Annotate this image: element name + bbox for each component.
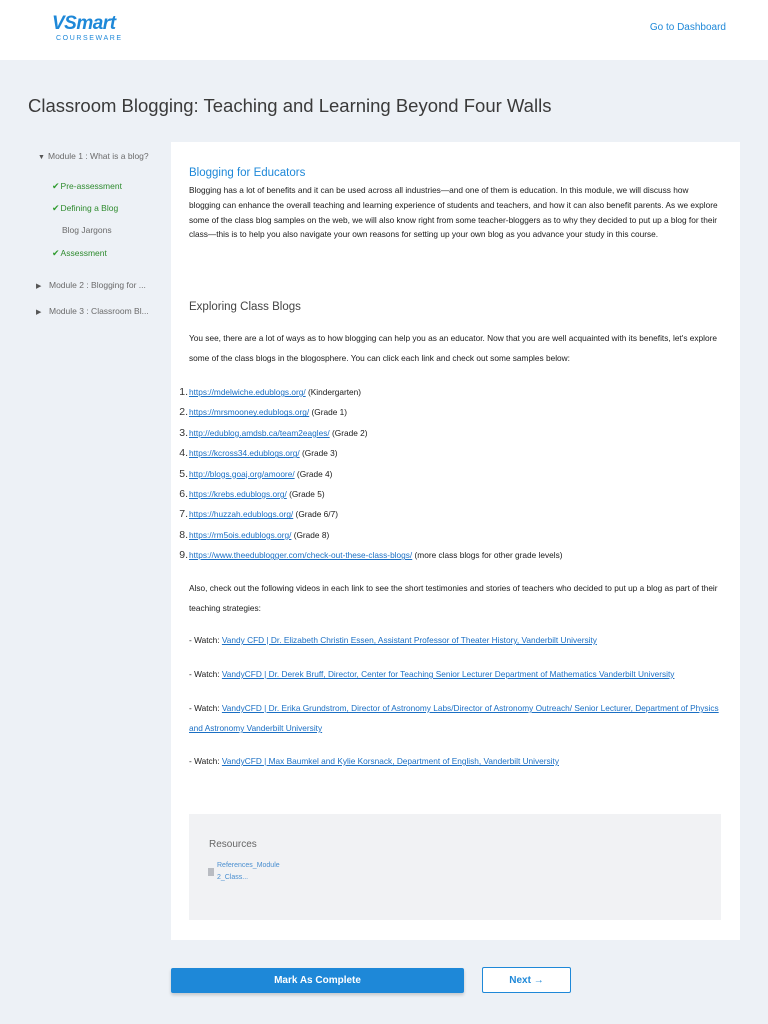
list-number: 8. (179, 528, 188, 541)
check-icon: ✔ (52, 248, 60, 258)
list-item (176, 485, 716, 505)
list-item (176, 444, 716, 464)
list-number: 6. (179, 487, 188, 500)
list-item (176, 424, 716, 444)
sidebar-module-3[interactable] (36, 305, 149, 319)
blog-link[interactable]: https://www.theedublogger.com/check-out-these-class-blogs/ (189, 550, 413, 561)
watch-prefix: - Watch: (189, 703, 222, 713)
list-number: 7. (179, 508, 188, 521)
blog-note: (Grade 8) (291, 529, 330, 540)
blog-note: (more class blogs for other grade levels) (412, 550, 563, 561)
watch-prefix: - Watch: (189, 669, 222, 679)
logo-text: VSmart (52, 13, 116, 34)
page-title: Classroom Blogging: Teaching and Learning Beyond Four Walls (28, 95, 552, 116)
list-item (176, 505, 716, 525)
videos-paragraph: Also, check out the following videos in each link to see the short testimonies and stories of teachers who decided to put up a blog as part of their teaching strategies: (189, 583, 718, 613)
resources-title: Resources (209, 839, 257, 850)
blog-link[interactable]: https://kcross34.edublogs.org/ (189, 448, 300, 459)
sidebar-item-blog-jargons[interactable] (62, 224, 112, 236)
sidebar-item-defining-a-blog[interactable] (52, 202, 118, 214)
list-number: 2. (179, 406, 188, 419)
blog-note: (Grade 2) (329, 427, 368, 438)
list-number: 9. (179, 549, 188, 562)
watch-item (189, 664, 721, 684)
blog-note: (Grade 3) (299, 448, 338, 459)
blog-note: (Grade 5) (286, 488, 325, 499)
logo-subtext: COURSEWARE (56, 35, 123, 42)
sidebar-module-3-label: Module 3 : Classroom Bl... (49, 306, 149, 316)
list-item (176, 383, 716, 403)
list-item (176, 526, 716, 546)
list-number: 3. (179, 426, 188, 439)
sidebar-item-pre-assessment[interactable] (52, 180, 122, 192)
blog-link[interactable]: https://rm5ois.edublogs.org/ (189, 529, 292, 540)
list-item (176, 546, 716, 566)
blog-link[interactable]: https://mrsmooney.edublogs.org/ (189, 407, 310, 418)
go-to-dashboard-link[interactable]: Go to Dashboard (649, 22, 726, 33)
intro-paragraph: Blogging has a lot of benefits and it can be used across all industries—and one of them is education. In this module, we will discuss how blogging can enhance the overall teaching and learning experience of students and teachers, and how it can also benefit parents. As we explore some of the class blog samples on the web, we will also know right from some teacher-bloggers as to why they decided to put up a blog for their class—this is to help you also navigate your own reasons for setting up your own blog as you advance your study in this course. (189, 185, 718, 240)
watch-item (189, 698, 721, 738)
watch-item (189, 751, 721, 771)
section-heading-educators: Blogging for Educators (189, 167, 306, 179)
explore-paragraph: You see, there are a lot of ways as to how blogging can help you as an educator. Now that you are well acquainted with its benefits, let's explore some of the class blogs in the blogosphere. You can click each link and check out some samples below: (189, 333, 717, 363)
list-number: 1. (179, 386, 188, 398)
caret-down-icon: ▼ (38, 154, 45, 161)
resources-panel (189, 814, 721, 920)
video-link[interactable]: VandyCFD | Dr. Erika Grundstrom, Director of Astronomy Labs/Director of Astronomy Outreach/ Senior Lecturer, Department of Physics and Astronomy Vanderbilt University (189, 703, 719, 733)
blog-link[interactable]: https://mdelwiche.edublogs.org/ (189, 387, 306, 397)
sidebar-item-assessment[interactable] (52, 247, 107, 259)
sidebar-item-label: Pre-assessment (60, 181, 122, 191)
watch-item (189, 630, 721, 650)
sidebar-item-label: Blog Jargons (62, 225, 112, 235)
blog-link[interactable]: http://edublog.amdsb.ca/team2eagles/ (189, 427, 330, 438)
caret-right-icon: ▶ (36, 309, 42, 316)
watch-prefix: - Watch: (189, 756, 222, 766)
sidebar-item-label: Defining a Blog (60, 203, 119, 213)
video-link[interactable]: Vandy CFD | Dr. Elizabeth Christin Essen, Assistant Professor of Theater History, Vanderbilt University (221, 635, 597, 645)
vsmart-logo[interactable] (52, 12, 122, 46)
blog-note: (Grade 1) (309, 407, 348, 418)
video-link[interactable]: VandyCFD | Max Baumkel and Kylie Korsnack, Department of English, Vanderbilt University (221, 756, 559, 766)
lesson-content (171, 142, 740, 940)
next-button[interactable]: Next → (482, 967, 571, 993)
blog-link[interactable]: https://huzzah.edublogs.org/ (189, 509, 294, 520)
blog-link[interactable]: https://krebs.edublogs.org/ (189, 488, 287, 499)
blog-note: (Grade 6/7) (293, 509, 338, 520)
check-icon: ✔ (52, 203, 60, 213)
resource-file-link[interactable]: References_Module 2_Class... (217, 862, 280, 881)
class-blog-list (176, 383, 716, 567)
video-link[interactable]: VandyCFD | Dr. Derek Bruff, Director, Center for Teaching Senior Lecturer Department of Mathematics Vanderbilt University (221, 669, 675, 679)
sidebar-module-1-label: Module 1 : What is a blog? (48, 151, 149, 161)
mark-as-complete-button[interactable]: Mark As Complete (171, 968, 464, 993)
list-number: 5. (179, 467, 188, 480)
sidebar-module-1[interactable] (38, 150, 149, 164)
file-icon (208, 868, 214, 876)
list-item (176, 403, 716, 423)
section-heading-explore: Exploring Class Blogs (189, 301, 301, 313)
sidebar-module-2-label: Module 2 : Blogging for ... (49, 280, 146, 290)
list-number: 4. (179, 447, 188, 460)
blog-note: (Grade 4) (294, 468, 333, 479)
top-header (0, 0, 768, 60)
sidebar-module-2[interactable] (36, 279, 146, 293)
blog-link[interactable]: http://blogs.goaj.org/amoore/ (189, 468, 295, 479)
caret-right-icon: ▶ (36, 283, 42, 290)
check-icon: ✔ (52, 181, 60, 191)
list-item (176, 465, 716, 485)
blog-note: (Kindergarten) (305, 387, 362, 397)
watch-prefix: - Watch: (189, 635, 222, 645)
sidebar-item-label: Assessment (60, 248, 107, 258)
